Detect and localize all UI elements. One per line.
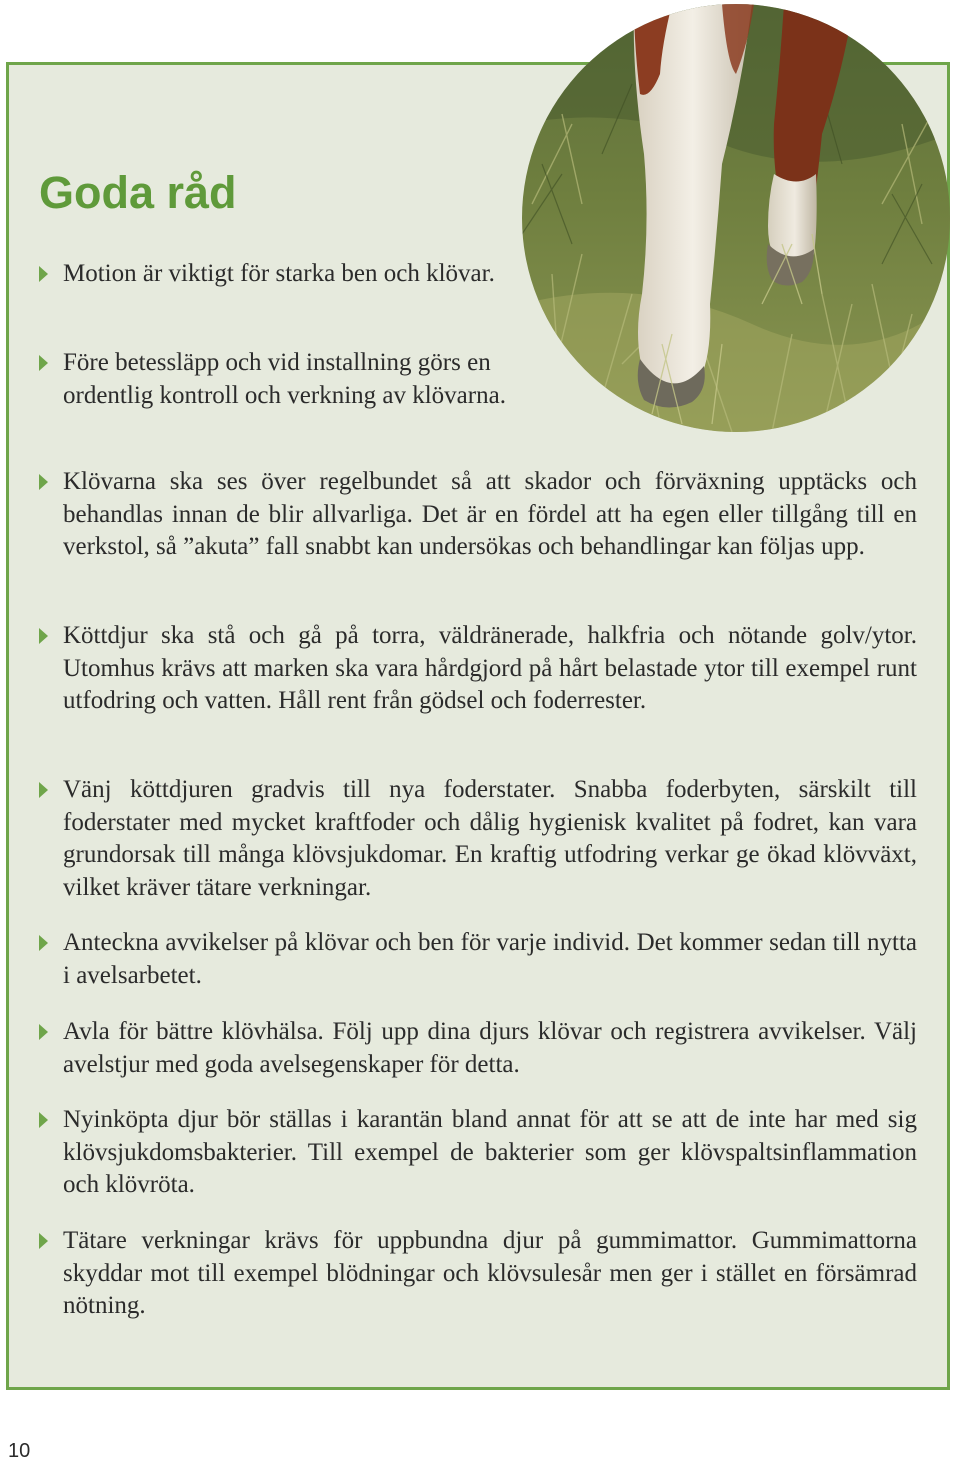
bullet-marker-icon [39,266,48,282]
bullet-marker-icon [39,1112,48,1128]
list-item-text: Motion är viktigt för starka ben och klövar. [63,260,495,287]
list-item-text: Klövarna ska ses över regelbundet så att skador och förväxning upptäcks och behandlas innan de blir allvarliga. Det är en fördel att ha egen eller tillgång till en verkstol, så ”akuta” fall snabbt kan undersökas och behandlingar kan följas upp. [63,468,917,560]
page-number: 10 [8,1440,31,1462]
list-item-text: Köttdjur ska stå och gå på torra, väldränerade, halkfria och nötande golv/ytor. Utomhus krävs att marken ska vara hårdgjord på hårt belastade ytor till exempel runt utfodring och vatten. Håll rent från gödsel och foderrester. [63,622,917,714]
list-item-text: Tätare verkningar krävs för uppbundna djur på gummimattor. Gummimattorna skyddar mot till exempel blödningar och klövsulesår men ger i stället en försämrad nötning. [63,1227,917,1319]
list-item-text: Vänj köttdjuren gradvis till nya foderstater. Snabba foderbyten, särskilt till foderstater med mycket kraftfoder och dålig hygienisk kvalitet på fodret, kan vara grundorsak till många klövsjukdomar. En kraftig utfodring verkar ge ökad klövväxt, vilket kräver tätare verkningar. [63,776,917,901]
page-title: Goda råd [39,167,237,218]
list-item-text: Nyinköpta djur bör ställas i karantän bland annat för att se att de inte har med sig klövsjukdomsbakterier. Till exempel de bakterier som ger klövspaltsinflammation och klövröta. [63,1106,917,1198]
bullet-marker-icon [39,935,48,951]
list-item-text: Avla för bättre klövhälsa. Följ upp dina djurs klövar och registrera avvikelser. Välj avelstjur med goda avelsegenskaper för detta. [63,1018,917,1078]
bullet-marker-icon [39,1233,48,1249]
bullet-marker-icon [39,782,48,798]
list-item-text: Anteckna avvikelser på klövar och ben för varje individ. Det kommer sedan till nytta i avelsarbetet. [63,929,917,989]
list-item-text: Före betessläpp och vid installning görs en ordentlig kontroll och verkning av klövarna. [63,349,506,409]
bullet-marker-icon [39,474,48,490]
bullet-marker-icon [39,1024,48,1040]
bullet-marker-icon [39,628,48,644]
bullet-marker-icon [39,355,48,371]
